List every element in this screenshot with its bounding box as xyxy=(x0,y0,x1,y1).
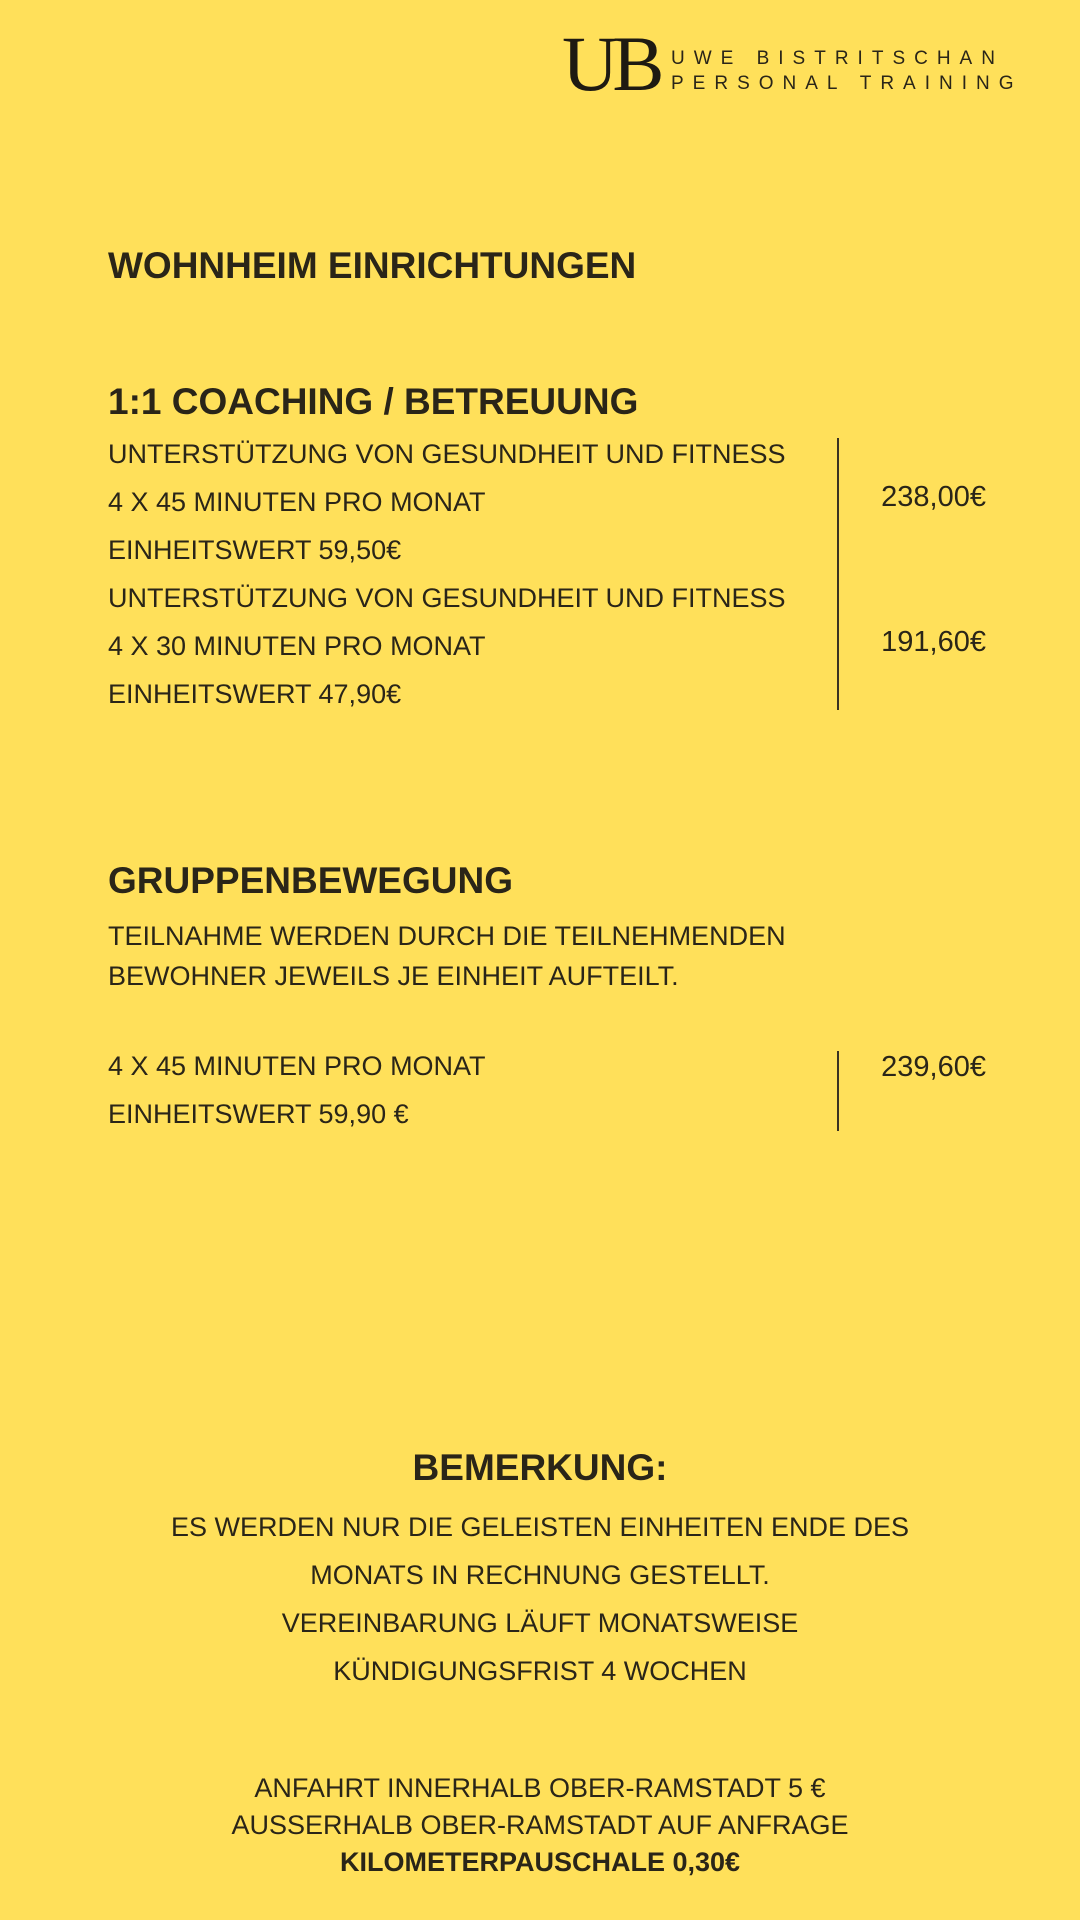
coaching-offer-2-line-2: 4 X 30 MINUTEN PRO MONAT xyxy=(108,631,486,661)
brand-block xyxy=(671,46,1023,96)
coaching-offer-2-price: 191,60€ xyxy=(881,626,986,658)
brand-subtitle: PERSONAL TRAINING xyxy=(671,73,1023,94)
group-offer-line-1: 4 X 45 MINUTEN PRO MONAT xyxy=(108,1051,486,1081)
coaching-divider xyxy=(837,438,839,710)
logo-mark: UB xyxy=(562,20,659,107)
remark-line-4: KÜNDIGUNGSFRIST 4 WOCHEN xyxy=(333,1656,747,1686)
group-divider xyxy=(837,1051,839,1131)
remark-line-2: MONATS IN RECHNUNG GESTELLT. xyxy=(310,1560,770,1590)
coaching-offer-1-price: 238,00€ xyxy=(881,481,986,513)
brand-name: UWE BISTRITSCHAN xyxy=(671,48,1004,69)
coaching-offer-1-line-3: EINHEITSWERT 59,50€ xyxy=(108,535,402,565)
remark-line-1: ES WERDEN NUR DIE GELEISTEN EINHEITEN ENDE DES xyxy=(170,1512,910,1542)
group-offer-line-2: EINHEITSWERT 59,90 € xyxy=(108,1099,409,1129)
group-heading: GRUPPENBEWEGUNG xyxy=(108,860,513,901)
coaching-offer-2-line-1: UNTERSTÜTZUNG VON GESUNDHEIT UND FITNESS xyxy=(108,583,786,613)
page-title: WOHNHEIM EINRICHTUNGEN xyxy=(108,245,637,286)
remark-line-3: VEREINBARUNG LÄUFT MONATSWEISE xyxy=(281,1608,799,1638)
travel-line-3: KILOMETERPAUSCHALE 0,30€ xyxy=(339,1847,741,1877)
group-description-line-1: TEILNAHME WERDEN DURCH DIE TEILNEHMENDEN xyxy=(108,921,786,951)
travel-line-2: AUSSERHALB OBER-RAMSTADT AUF ANFRAGE xyxy=(231,1810,849,1840)
group-offer-price: 239,60€ xyxy=(881,1051,986,1083)
coaching-offer-1-line-1: UNTERSTÜTZUNG VON GESUNDHEIT UND FITNESS xyxy=(108,439,786,469)
group-description-line-2: BEWOHNER JEWEILS JE EINHEIT AUFTEILT. xyxy=(108,961,679,991)
coaching-offer-1-line-2: 4 X 45 MINUTEN PRO MONAT xyxy=(108,487,486,517)
travel-line-1: ANFAHRT INNERHALB OBER-RAMSTADT 5 € xyxy=(254,1773,826,1803)
remark-heading: BEMERKUNG: xyxy=(412,1447,668,1488)
coaching-heading: 1:1 COACHING / BETREUUNG xyxy=(108,381,639,422)
coaching-offer-2-line-3: EINHEITSWERT 47,90€ xyxy=(108,679,402,709)
